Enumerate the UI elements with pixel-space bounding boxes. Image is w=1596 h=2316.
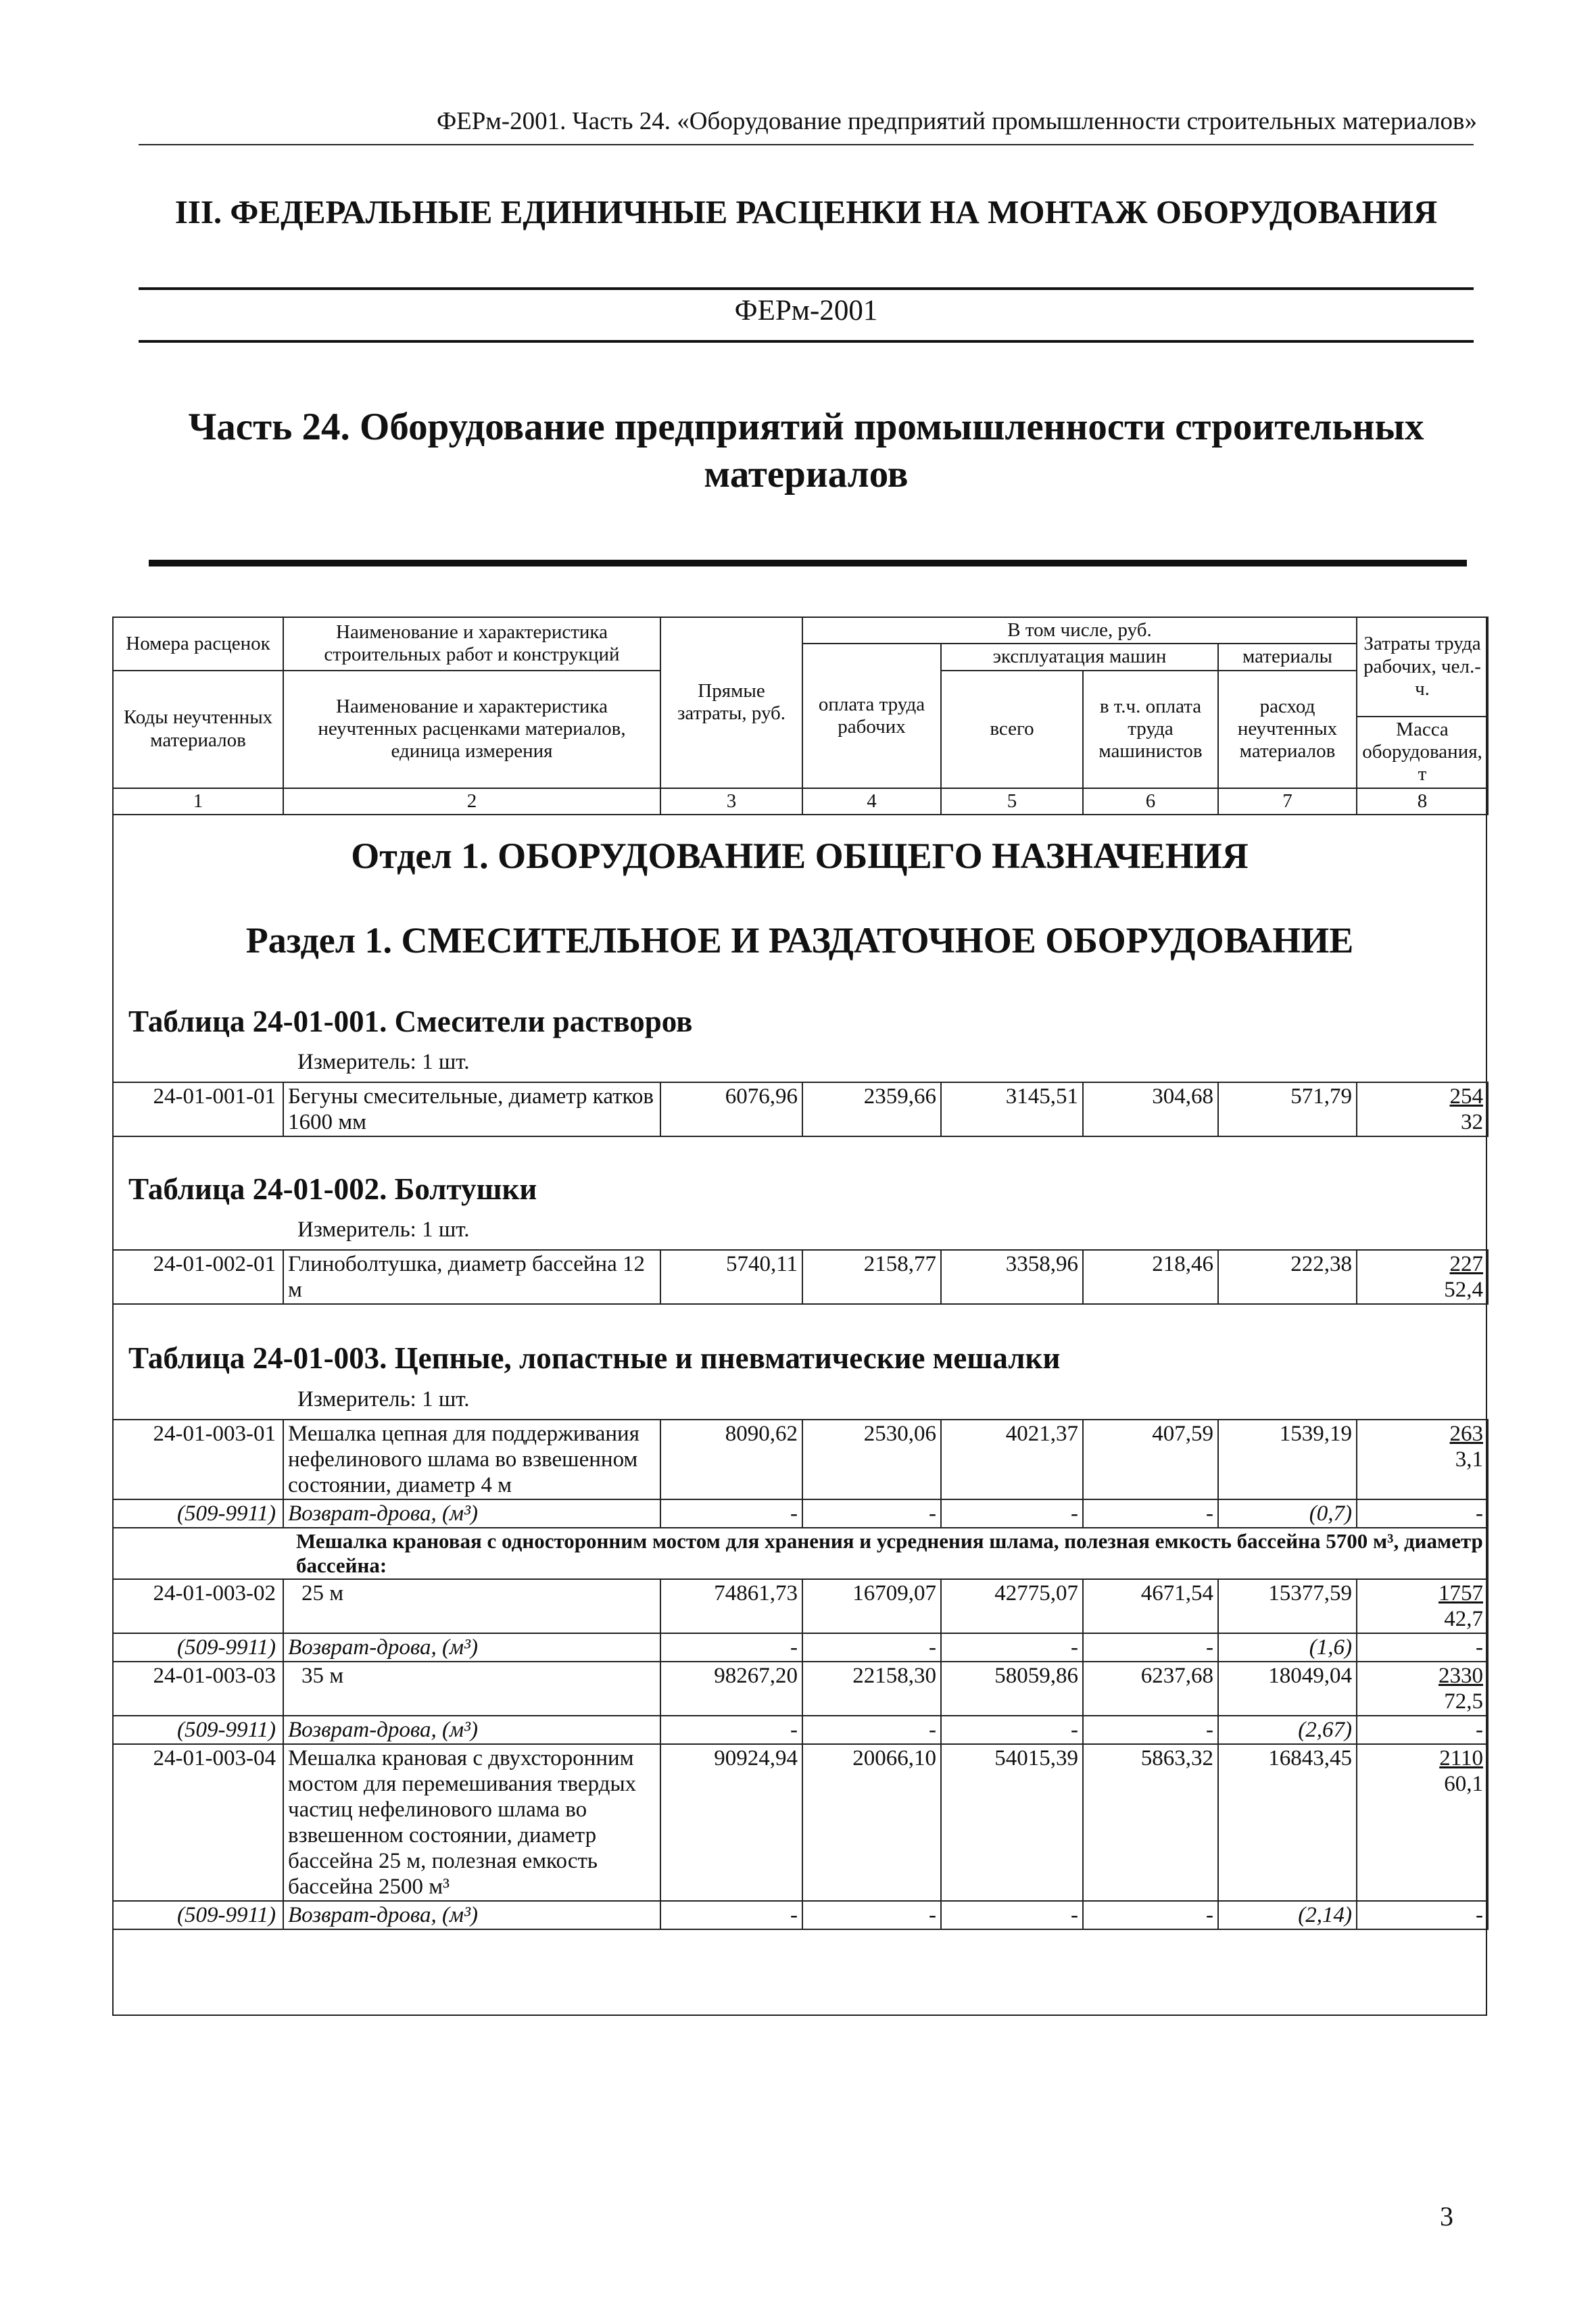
measure-unit: Измеритель: 1 шт.	[297, 1387, 470, 1412]
dash-cell: -	[941, 1633, 1083, 1662]
materials-cost: 222,38	[1218, 1250, 1357, 1304]
equipment-mass: 60,1	[1444, 1772, 1483, 1796]
rates-table-header	[112, 617, 1489, 815]
group-row	[113, 1528, 1488, 1579]
machines-total: 3358,96	[941, 1250, 1083, 1304]
labor-pay: 2530,06	[802, 1420, 941, 1499]
equipment-mass: 32	[1461, 1110, 1483, 1134]
machinist-pay: 5863,32	[1083, 1744, 1218, 1901]
table-row	[113, 1250, 1488, 1304]
table-title: Таблица 24-01-003. Цепные, лопастные и пневматические мешалки	[128, 1341, 1061, 1375]
material-name: Возврат-дрова, (м³)	[283, 1633, 660, 1662]
table-row	[113, 1420, 1488, 1499]
materials-cost: 16843,45	[1218, 1744, 1357, 1901]
dash-cell: -	[802, 1633, 941, 1662]
machines-total: 3145,51	[941, 1082, 1083, 1136]
col-number-8: 8	[1357, 788, 1488, 815]
dash-cell: -	[802, 1901, 941, 1929]
equipment-mass: 52,4	[1444, 1278, 1483, 1302]
labor-and-mass	[1357, 1082, 1488, 1136]
machines-total: 54015,39	[941, 1744, 1083, 1901]
machinist-pay: 304,68	[1083, 1082, 1218, 1136]
labor-pay: 2158,77	[802, 1250, 941, 1304]
col-including: В том числе, руб.	[802, 617, 1357, 644]
machines-total: 58059,86	[941, 1662, 1083, 1716]
material-row	[113, 1633, 1488, 1662]
material-name: Возврат-дрова, (м³)	[283, 1716, 660, 1744]
rate-code: 24-01-002-01	[113, 1250, 283, 1304]
rate-table	[112, 1082, 1489, 1137]
rate-code: 24-01-001-01	[113, 1082, 283, 1136]
materials-cost: 1539,19	[1218, 1420, 1357, 1499]
col-work-name: Наименование и характеристика строительных работ и конструкций	[283, 617, 660, 671]
direct-cost: 6076,96	[660, 1082, 802, 1136]
machinist-pay: 218,46	[1083, 1250, 1218, 1304]
rate-code: 24-01-003-03	[113, 1662, 283, 1716]
ferm-rule-top	[139, 287, 1474, 290]
material-code: (509-9911)	[113, 1901, 283, 1929]
col-material-codes: Коды неучтенных материалов	[113, 671, 283, 788]
dash-cell: -	[1083, 1499, 1218, 1528]
col-machines-total: всего	[941, 671, 1083, 788]
dash-cell: -	[1083, 1901, 1218, 1929]
col-number-7: 7	[1218, 788, 1357, 815]
rate-code: 24-01-003-04	[113, 1744, 283, 1901]
col-labor-hours: Затраты труда рабочих, чел.-ч.	[1357, 617, 1488, 717]
dash-cell: -	[1083, 1633, 1218, 1662]
machinist-pay: 4671,54	[1083, 1579, 1218, 1633]
table-row	[113, 1662, 1488, 1716]
rate-name: Мешалка крановая с двухсторонним мостом для перемешивания твердых частиц нефелинового шлама во взвешенном состоянии, диаметр бассейна 25 м, полезная емкость бассейна 2500 м³	[283, 1744, 660, 1901]
material-quantity: (2,14)	[1218, 1901, 1357, 1929]
direct-cost: 74861,73	[660, 1579, 802, 1633]
col-number-3: 3	[660, 788, 802, 815]
labor-hours: 263	[1449, 1422, 1483, 1446]
header-rule	[139, 144, 1474, 145]
title-underline-bar	[149, 560, 1467, 566]
machinist-pay: 6237,68	[1083, 1662, 1218, 1716]
machines-total: 4021,37	[941, 1420, 1083, 1499]
col-number-5: 5	[941, 788, 1083, 815]
labor-hours: 2110	[1439, 1746, 1483, 1770]
col-machinist-pay: в т.ч. оплата труда машинистов	[1083, 671, 1218, 788]
dash-cell: -	[802, 1716, 941, 1744]
material-row	[113, 1499, 1488, 1528]
equipment-mass: 3,1	[1455, 1447, 1483, 1472]
col-equipment-mass: Масса оборудования, т	[1357, 717, 1488, 788]
material-code: (509-9911)	[113, 1499, 283, 1528]
labor-pay: 22158,30	[802, 1662, 941, 1716]
labor-hours: 254	[1449, 1084, 1483, 1109]
measure-unit: Измеритель: 1 шт.	[297, 1217, 470, 1242]
material-code: (509-9911)	[113, 1716, 283, 1744]
col-direct-costs: Прямые затраты, руб.	[660, 617, 802, 788]
rate-name: 35 м	[283, 1662, 660, 1716]
labor-pay: 2359,66	[802, 1082, 941, 1136]
table-title: Таблица 24-01-001. Смесители растворов	[128, 1005, 693, 1038]
dash-cell: -	[660, 1901, 802, 1929]
section-heading: Раздел 1. СМЕСИТЕЛЬНОЕ И РАЗДАТОЧНОЕ ОБОРУДОВАНИЕ	[245, 920, 1354, 961]
material-name: Возврат-дрова, (м³)	[283, 1901, 660, 1929]
ferm-rule-bottom	[139, 340, 1474, 343]
page-number: 3	[1440, 2201, 1453, 2231]
ferm-label: ФЕРм-2001	[734, 295, 878, 327]
dash-cell: -	[802, 1499, 941, 1528]
col-rate-numbers: Номера расценок	[113, 617, 283, 671]
labor-pay: 16709,07	[802, 1579, 941, 1633]
direct-cost: 5740,11	[660, 1250, 802, 1304]
material-code: (509-9911)	[113, 1633, 283, 1662]
page-title	[139, 404, 1474, 498]
rate-name: 25 м	[283, 1579, 660, 1633]
labor-pay: 20066,10	[802, 1744, 941, 1901]
part-heading: III. ФЕДЕРАЛЬНЫЕ ЕДИНИЧНЫЕ РАСЦЕНКИ НА МОНТАЖ ОБОРУДОВАНИЯ	[174, 193, 1438, 231]
material-row	[113, 1716, 1488, 1744]
table-row	[113, 1579, 1488, 1633]
col-materials: материалы	[1218, 644, 1357, 670]
material-quantity: (0,7)	[1218, 1499, 1357, 1528]
labor-and-mass	[1357, 1744, 1488, 1901]
col-number-2: 2	[283, 788, 660, 815]
rate-name: Бегуны смесительные, диаметр катков 1600 мм	[283, 1082, 660, 1136]
labor-hours: 2330	[1438, 1664, 1483, 1688]
dash-cell: -	[1083, 1716, 1218, 1744]
material-quantity: (1,6)	[1218, 1633, 1357, 1662]
rate-code: 24-01-003-01	[113, 1420, 283, 1499]
measure-unit: Измеритель: 1 шт.	[297, 1050, 470, 1074]
col-number-1: 1	[113, 788, 283, 815]
dash-cell: -	[941, 1716, 1083, 1744]
direct-cost: 8090,62	[660, 1420, 802, 1499]
dash-cell: -	[1357, 1716, 1488, 1744]
labor-hours: 227	[1449, 1252, 1483, 1276]
direct-cost: 90924,94	[660, 1744, 802, 1901]
title-line-2: материалов	[704, 452, 909, 496]
labor-and-mass	[1357, 1579, 1488, 1633]
materials-cost: 571,79	[1218, 1082, 1357, 1136]
dash-cell: -	[941, 1499, 1083, 1528]
equipment-mass: 42,7	[1444, 1607, 1483, 1631]
equipment-mass: 72,5	[1444, 1689, 1483, 1714]
dash-cell: -	[1357, 1901, 1488, 1929]
division-heading: Отдел 1. ОБОРУДОВАНИЕ ОБЩЕГО НАЗНАЧЕНИЯ	[351, 836, 1249, 876]
running-header: ФЕРм-2001. Часть 24. «Оборудование предприятий промышленности строительных материалов»	[436, 107, 1477, 135]
machinist-pay: 407,59	[1083, 1420, 1218, 1499]
materials-cost: 18049,04	[1218, 1662, 1357, 1716]
dash-cell: -	[660, 1716, 802, 1744]
rate-name: Глиноболтушка, диаметр бассейна 12 м	[283, 1250, 660, 1304]
materials-cost: 15377,59	[1218, 1579, 1357, 1633]
col-number-6: 6	[1083, 788, 1218, 815]
table-title: Таблица 24-01-002. Болтушки	[128, 1172, 537, 1206]
rate-table	[112, 1249, 1489, 1305]
material-name: Возврат-дрова, (м³)	[283, 1499, 660, 1528]
table-row	[113, 1744, 1488, 1901]
material-row	[113, 1901, 1488, 1929]
dash-cell: -	[941, 1901, 1083, 1929]
col-labor-pay: оплата труда рабочих	[802, 644, 941, 788]
col-materials-use: расход неучтенных материалов	[1218, 671, 1357, 788]
group-title: Мешалка крановая с односторонним мостом для хранения и усреднения шлама, полезная емкость бассейна 5700 м³, диаметр бассейна:	[113, 1528, 1488, 1579]
labor-and-mass	[1357, 1420, 1488, 1499]
col-material-name: Наименование и характеристика неучтенных расценками материалов, единица измерения	[283, 671, 660, 788]
dash-cell: -	[660, 1499, 802, 1528]
material-quantity: (2,67)	[1218, 1716, 1357, 1744]
labor-and-mass	[1357, 1250, 1488, 1304]
rate-table	[112, 1419, 1489, 1930]
labor-hours: 1757	[1438, 1581, 1483, 1606]
table-row	[113, 1082, 1488, 1136]
dash-cell: -	[1357, 1633, 1488, 1662]
dash-cell: -	[660, 1633, 802, 1662]
machines-total: 42775,07	[941, 1579, 1083, 1633]
col-number-4: 4	[802, 788, 941, 815]
rate-code: 24-01-003-02	[113, 1579, 283, 1633]
direct-cost: 98267,20	[660, 1662, 802, 1716]
col-machines: эксплуатация машин	[941, 644, 1218, 670]
labor-and-mass	[1357, 1662, 1488, 1716]
rate-name: Мешалка цепная для поддерживания нефелинового шлама во взвешенном состоянии, диаметр 4 м	[283, 1420, 660, 1499]
title-line-1: Часть 24. Оборудование предприятий промышленности строительных	[188, 406, 1424, 448]
dash-cell: -	[1357, 1499, 1488, 1528]
